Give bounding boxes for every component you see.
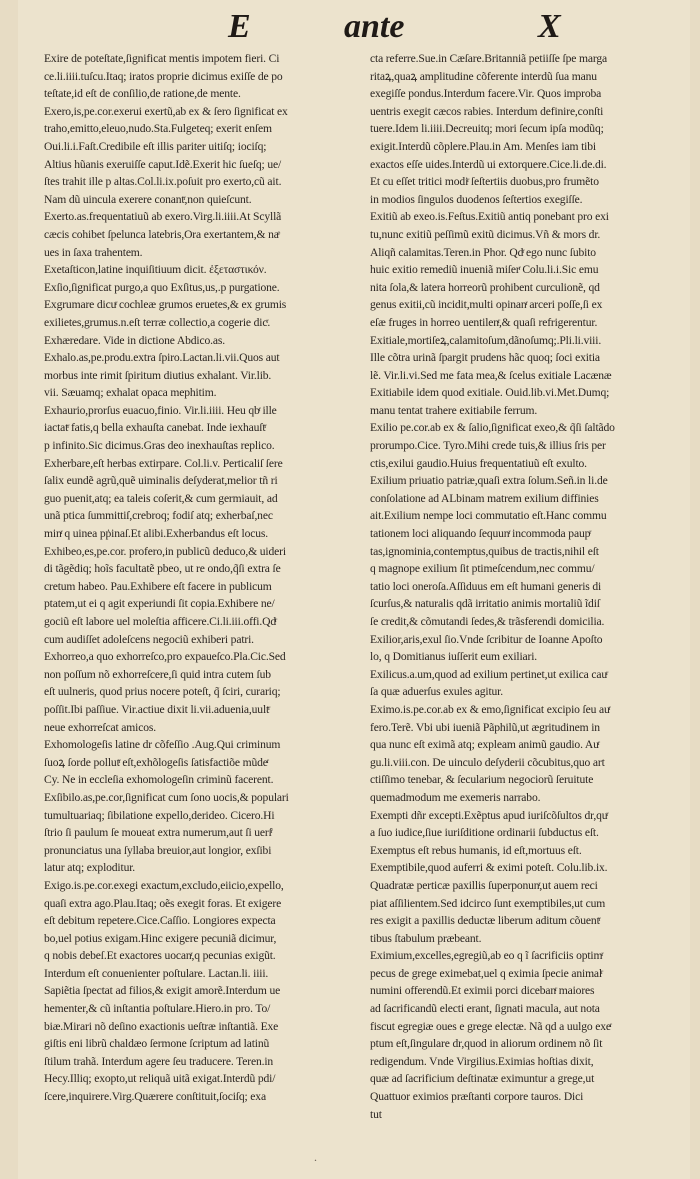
text-line: eſæ fruges in horreo uentilenͬ,& quaſi refrigerentur. [370, 315, 598, 329]
running-header [18, 8, 690, 52]
text-line: Interdum eſt conuenienter poſtulare. Lactan.li. iiii. [44, 966, 269, 980]
text-line: Exhaurio,prorſus euacuo,finio. Vir.li.iiii. Heu qbͬ ille [44, 403, 277, 417]
text-line: ſe credit,& cõmutandi ſedes,& trãsferendi domicilia. [370, 615, 605, 628]
text-line: in modios ſingulos duodenos ſeſtertios exegiſſe. [370, 192, 583, 206]
text-line: ſcurſus,& naturalis qdã irritatio animis mortaliũ ĩdiſ [370, 597, 600, 611]
text-line: Exhorreo,a quo exhorreſco,pro expaueſco.Pla.Cic.Sed [44, 650, 286, 664]
text-line: traho,emitto,eleuo,nudo.Sta.Fulgeteq; exerit enſem [44, 122, 272, 136]
text-line: latur atq; exploditur. [44, 861, 136, 875]
text-line: poſſit.Ibi paſſiue. Vir.actiue dixit li.vii.aduenia,uultͬ [44, 702, 270, 716]
text-line: Altius hũanis exeruiſſe caput.Idẽ.Exerit hic ſueſq; ue/ [44, 157, 282, 171]
text-line: Aliqñ calamitas.Teren.in Phor. Qdͬ ego nunc ſubito [370, 245, 596, 259]
text-line: eſt uulneris, quod prius nocere poteſt, q̃ ſciri, curariq; [44, 685, 281, 699]
text-line: ait.Exilium nempe loci commutatio eſt.Hanc commu [370, 509, 607, 523]
text-line: biæ.Mirari nõ deſino exactionis ueſtræ inſtantiã. Exe [44, 1019, 279, 1033]
text-line: ues in ſaxa trahentem. [44, 245, 143, 259]
text-line: Exilium priuatio patriæ,quaſi extra ſolum.Señ.in li.de [370, 474, 608, 488]
header-right-letter: X [538, 8, 561, 45]
text-line: Exemptibile,quod auferri & eximi poteſt. Colu.lib.ix. [370, 861, 608, 875]
text-line: Eximo.is.pe.cor.ab ex & emo,ſignificat excipio ſeu auͬ [370, 702, 610, 716]
text-line: cum audiſſet adoleſcens negociũ exhiberi patri. [44, 632, 254, 646]
text-line: genus exitii,cũ incidit,multi opinanͬ arceri poſſe,ſi ex [370, 298, 603, 312]
text-line: q nobis debeſ.Et exactores uocanͬ,q pecunias exigũt. [44, 949, 276, 963]
text-line: Exero,is,pe.cor.exerui exertũ,ab ex & ſero ſignificat ex [44, 104, 288, 118]
text-line: Et cu eſſet tritici modiͬ ſeſtertiis duobus,pro frumẽto [370, 175, 599, 189]
text-line: fero.Terẽ. Vbi ubi iueniã Pãphilũ,ut ægritudinem in [370, 720, 600, 734]
text-line: Exempti dñr excepti.Exẽptus apud iuriſcõſultos dr,quͬ [370, 808, 608, 822]
text-line: iactatͬ fatis,q bella exhauſta canebat. Inde iexhauſtͬ [44, 421, 266, 435]
text-line: exilietes,grumus.n.eſt terræ collectio,a cogerie dicͬ. [44, 315, 271, 329]
text-line: tibus ſtabulum præbeant. [370, 931, 482, 945]
right-column [370, 50, 688, 1123]
text-line: Exhalo.as,pe.produ.extra ſpiro.Lactan.li.vii.Quos aut [44, 351, 280, 365]
text-line: lẽ. Vir.li.vi.Sed me fata mea,& ſcelus exitiale Lacænæ [370, 368, 612, 382]
text-line: Eximium,excelles,egregiũ,ab eo q ĩ ſacrificiis optimͬ [370, 949, 603, 963]
text-line: Exſio,ſignificat purgo,a quo Exſitus,us,.p purgatione. [44, 280, 280, 294]
text-line: Exſibilo.as,pe.cor,ſignificat cum ſono uocis,& populari [44, 790, 289, 804]
text-line: Hecy.Illiq; exopto,ut reliquã uitã exigat.Interdũ pdi/ [44, 1072, 276, 1086]
text-line: exactos eſſe uides.Interdũ ui extorquere.Cice.li.de.di. [370, 157, 607, 171]
text-line: redigendum. Vnde Virgilius.Eximias hoſtias dixit, [370, 1054, 594, 1068]
text-line: di tãgẽdiq; hoĩs facultatẽ pbeo, ut re ondo,q̃ſi extra ſe [44, 562, 281, 576]
text-line: morbus inte rimit ſpiritum diutius exhalant. Vir.lib. [44, 368, 272, 382]
left-column [44, 50, 360, 1106]
text-line: ſtrio ſi paulum ſe moueat extra numerum,aut ſi uerſͬ [44, 826, 272, 840]
text-line: manu tentat trahere exitiabile ferrum. [370, 403, 538, 417]
text-line: ptum eſt,ſingulare dr,quod in aliorum ordinem nõ ſit [370, 1037, 603, 1051]
text-line: quemadmodum me exemeris narrabo. [370, 790, 541, 804]
header-center-word: ante [344, 8, 405, 45]
text-line: Exilio pe.cor.ab ex & ſalio,ſignificat exeo,& q̃ſi ſaltãdo [370, 421, 615, 435]
text-line: Exhomologeſis latine dr cõfeſſio .Aug.Qui criminum [44, 738, 281, 752]
text-line: neue exhorreſcat amicos. [44, 720, 156, 734]
text-line: teſtate,id eſt de conſilio,de ratione,de mente. [44, 87, 241, 101]
text-line: ſuoꝝ ſorde pollutͬ eſt,exhõlogeſis ſatisfactiõe mũdeͬ [44, 755, 268, 769]
text-line: q magnope exilium ſit ptimeſcendum,nec commu/ [370, 562, 595, 576]
text-line: ſalix eundẽ agrũ,quẽ uiminalis deſyderat,melior tñ ri [44, 474, 278, 488]
text-line: exigit.Interdũ cõplere.Plau.in Am. Menſes iam tibi [370, 139, 596, 153]
text-line: tumultuariaq; ſibilatione expello,derideo. Cicero.Hi [44, 808, 275, 822]
text-line: tas,ignominia,contemptus,quibus de tractis,nihil eſt [370, 544, 599, 558]
text-line: p infinito.Sic dicimus.Gras deo inexhauſtas replico. [44, 439, 275, 453]
text-line: Exgrumare dicuͬ cochleæ grumos eruetes,& ex grumis [44, 298, 287, 312]
text-line: Exire de poteſtate,ſignificat mentis impotem fieri. Ci [44, 52, 280, 65]
text-line: giſtis eni librũ chaldæo ſermone ſcriptum ad latinũ [44, 1037, 270, 1051]
text-line: conſolatione ad ALbinam matrem exilium diffinies [370, 491, 599, 505]
text-line: Exherbare,eſt herbas extirpare. Col.li.v. Perticaliſ ſere [44, 456, 283, 470]
text-line: Ille cõtra urinã ſpargit prudens hãc quoq; ſoci exitia [370, 351, 600, 365]
text-line: ſcere,inquirere.Virg.Quærere conſtituit,ſociſq; exa [44, 1090, 266, 1104]
text-line: fiscut egregiæ oues e grege electæ. Nã qd a uulgo exeͬ [370, 1019, 611, 1033]
text-line: exegiſſe pondus.Interdum facere.Vir. Quos improba [370, 87, 602, 101]
text-line: non poſſum nõ exhorreſcere,ſi quid intra cutem ſub [44, 667, 271, 681]
text-line: Oui.li.i.Faſt.Credibile eſt illis pariter uitiſq; iociſq; [44, 139, 267, 153]
text-line: tationem loci aliquando ſequunͬ incommoda paupͬ [370, 527, 591, 541]
text-line: Exigo.is.pe.cor.exegi exactum,excludo,eiicio,expello, [44, 878, 284, 892]
text-line: tu,nunc exitiũ peſſimũ exitũ dicimus.Vñ & mors dr. [370, 227, 601, 241]
text-line: Exitiũ ab exeo.is.Feſtus.Exitiũ antiq ponebant pro exi [370, 210, 609, 224]
text-line: cretum habeo. Pau.Exhibere eſt facere in publicum [44, 579, 272, 593]
text-line: res exigit a paxillis deductæ liberum aditum cõuentͬ [370, 914, 600, 928]
footer-mark: . [314, 1150, 317, 1164]
text-line: lo, q Domitianus iuſſerit eum exiliari. [370, 650, 538, 664]
text-line: Cy. Ne in eccleſia exhomologeſin criminũ facerent. [44, 773, 274, 787]
text-line: Exitiale,mortiſeꝝ,calamitoſum,dãnoſumq;.Pli.li.viii. [370, 333, 602, 347]
text-line: a ſuo iudice,ſiue iuriſditione ordinarii ſubductus eſt. [370, 826, 599, 840]
text-line: Nam dũ uincula exerere conantͬ,non quieſcunt. [44, 192, 252, 206]
text-line: guo puenit,atq; ea taleis coſerit,& cum germiauit, ad [44, 491, 278, 505]
text-line: huic exitio remediũ inueniã miſerͬ Colu.li.i.Sic emu [370, 263, 599, 277]
text-line: ctiſſimo tenebar, & ſecularium negociorũ ſeruitute [370, 773, 594, 787]
text-line: ſtilum trahã. Interdum agere ſeu traducere. Teren.in [44, 1054, 274, 1068]
text-line: Exilior,aris,exul ſio.Vnde ſcribitur de Ioanne Apoſto [370, 632, 603, 646]
text-line: Exerto.as.frequentatiuũ ab exero.Virg.li.iiii.At Scyllã [44, 210, 282, 224]
text-line: quaſi extra ago.Plau.Itaq; oẽs exegit foras. Et exigere [44, 896, 282, 910]
text-line: pecus de grege eximebat,uel q eximia ſpecie animalͬ [370, 966, 603, 980]
text-line: Sapiẽtia ſpectat ad filios,& exigit amorẽ.Interdum ue [44, 984, 281, 998]
text-line: ſtes trahit ille p altas.Col.li.ix.poſuit pro exerto,cũ ait. [44, 175, 282, 189]
text-line: Exemptus eſt rebus humanis, id eſt,mortuus eſt. [370, 843, 582, 857]
text-line: ce.li.iiii.tuſcu.Itaq; iratos proprie dicimus exiſſe de po [44, 69, 283, 83]
text-line: cta referre.Sue.in Cæſare.Britanniã petiiſſe ſpe marga [370, 52, 607, 65]
text-line: tut [370, 1107, 382, 1121]
text-line: Quadratæ perticæ paxillis ſuperponunͬ,ut auem reci [370, 878, 598, 892]
text-line: cæcis cohibet ſpelunca latebris,Ora exertantem,& naͤ [44, 227, 279, 241]
text-line: Exhibeo,es,pe.cor. profero,in publicũ deduco,& uideri [44, 544, 286, 558]
text-line: Exetaſticon,latine inquiſitiuum dicit. ἐξεταστικόν. [44, 263, 267, 277]
book-page [18, 0, 690, 1179]
text-line: numini offerendũ.Et eximii porci dicebanͬ maiores [370, 984, 595, 998]
text-line: unã ptica ſummittiſ,crebroq; fodiſ atq; exherbaſ,nec [44, 509, 273, 523]
text-line: qua nunc eſt eximã atq; expleam animũ gaudio. Auͬ [370, 738, 599, 752]
text-line: ptatem,ut ei q agit experiundi ſit copia.Exhibere ne/ [44, 597, 275, 611]
text-line: eſt debitum repetere.Cice.Caſſio. Longiores expecta [44, 914, 276, 928]
text-line: gociũ eſt labore uel moleſtia afficere.Ci.li.iii.offi.Qdͬ [44, 615, 276, 628]
header-left-letter: E [228, 8, 251, 45]
text-line: nita ſola,& latera horreorũ prohibent curculionẽ, qd [370, 280, 600, 294]
text-line: tuere.Idem li.iiii.Decreuitq; mori ſecum ipſa modũq; [370, 122, 604, 136]
text-line: vii. Sæuamq; exhalat opaca mephitim. [44, 386, 217, 400]
text-line: Exitiabile idem quod exitiale. Ouid.lib.vi.Met.Dumq; [370, 386, 610, 400]
text-line: prorumpo.Cice. Tyro.Mihi crede tuis,& illius ſris per [370, 439, 606, 453]
text-line: piat aſſilientem.Sed idcirco ſunt exemptibiles,ut cum [370, 896, 606, 910]
text-line: gu.li.viii.con. De uinculo deſyderii cõcubitus,quo art [370, 755, 605, 769]
text-line: ſa quæ aduerſus exules agitur. [370, 685, 503, 699]
text-line: pronunciatus una ſyllaba breuior,aut longior, exſibi [44, 843, 272, 857]
text-line: ctis,exilui gaudio.Huius frequentatiuũ eſt exulto. [370, 456, 587, 470]
text-line: Exhæredare. Vide in dictione Abdico.as. [44, 333, 225, 347]
text-line: Quattuor eximios præſtanti corpore tauros. Dici [370, 1090, 584, 1104]
text-line: minͬ q uinea pṗinaſ.Et alibi.Exherbandus eſt locus. [44, 527, 269, 541]
text-line: ritaꝝ,quaꝝ amplitudine cõferente interdũ ſua manu [370, 69, 597, 83]
text-line: hementer,& cũ inſtantia poſtulare.Hiero.in pro. To/ [44, 1002, 271, 1016]
text-line: ad ſacrificandũ electi erant, ſignati macula, aut nota [370, 1002, 600, 1016]
text-line: uentris exegit cæcos rabies. Interdum definire,conſti [370, 104, 604, 118]
text-line: Exilicus.a.um,quod ad exilium pertinet,ut exilica cauͬ [370, 667, 608, 681]
text-line: tatio loci oneroſa.Aſſiduus em eſt humani generis di [370, 579, 602, 593]
text-line: bo,uel potius exigam.Hinc exigere pecuniã dicimur, [44, 931, 277, 945]
text-line: quæ ad ſacrificium deſtinatæ eximuntur a grege,ut [370, 1072, 595, 1086]
